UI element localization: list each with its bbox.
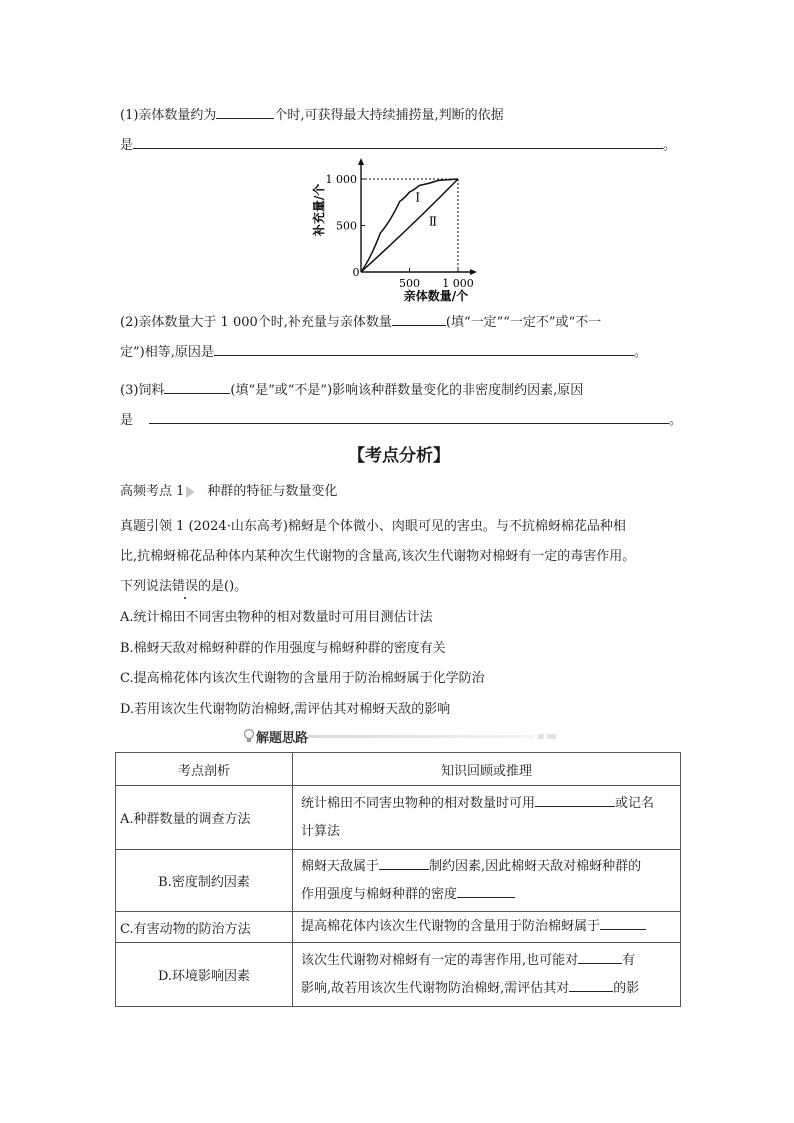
table-row [116,850,681,912]
q2-blank-1[interactable] [392,313,446,326]
series-label-1: Ⅰ [415,190,421,205]
option-c[interactable]: C.提高棉花体内该次生代谢物的含量用于防治棉蚜属于化学防治 [120,671,485,686]
row-d-blank-1[interactable] [578,951,622,964]
row-b-t2: 制约因素,因此棉蚜天敌对棉蚜种群的 [429,858,642,874]
y-tick-label: 1 000 [325,173,357,186]
problem-line-3 [120,575,247,594]
row-d-blank-2[interactable] [569,979,613,992]
table-row [116,912,681,943]
hint-label: 解题思路 [256,731,309,746]
topic-text: 种群的特征与数量变化 [207,484,338,499]
row-d-t1: 该次生代谢物对棉蚜有一定的毒害作用,也可能对 [301,952,579,968]
series-label-2: Ⅱ [428,214,438,229]
row-a-t2: 或记名 [615,795,655,811]
problem-text-a: 下列说法 [120,579,173,594]
row-d-t2: 有 [622,952,636,968]
row-b-content [293,850,681,912]
section-title: 【考点分析】 [348,446,450,466]
row-d-t4: 的影 [613,980,640,996]
q1-text-a: (1)亲体数量约为 [120,108,217,123]
problem-line-1: 真题引领 1 (2024·山东高考)棉蚜是个体微小、肉眼可见的害虫。与不抗棉蚜棉花品种相 [120,519,626,534]
y-tick-label: 500 [336,219,357,233]
q1-text-c: 是 [120,138,134,153]
y-axis-arrow [358,158,364,165]
row-a-point: A.种群数量的调查方法 [116,786,293,850]
q3-text-b: (填“是”或“不是”)影响该种群数量变化的非密度制约因素,原因 [230,383,584,398]
q3-text-c: 是 [120,413,134,428]
q3-blank-1[interactable] [164,381,230,394]
row-b-t3: 作用强度与棉蚜种群的密度 [301,886,458,902]
q3-line1 [120,379,583,398]
header-knowledge: 知识回顾或推理 [293,753,681,786]
q2-blank-2[interactable] [214,343,634,356]
q1-line1 [120,104,504,123]
row-c-point: C.有害动物的防治方法 [116,912,293,943]
triangle-icon [186,486,195,498]
row-b-blank-1[interactable] [379,857,429,870]
lightbulb-icon [242,728,256,744]
row-a-blank-1[interactable] [535,794,615,807]
row-c-content [293,912,681,943]
topic-line [120,480,337,499]
q3-blank-2[interactable] [149,411,669,424]
row-a-t1: 统计棉田不同害虫物种的相对数量时可用 [301,795,536,811]
table-header-row [116,753,681,786]
row-a-content [293,786,681,850]
series-line-1 [361,179,458,272]
q3-text-a: (3)饲料 [120,383,165,398]
row-b-point: B.密度制约因素 [116,850,293,912]
option-d[interactable]: D.若用该次生代谢物防治棉蚜,需评估其对棉蚜天敌的影响 [120,702,451,717]
row-c-t1: 提高棉花体内该次生代谢物的含量用于防治棉蚜属于 [301,919,601,934]
q2-text-c: 定”)相等,原因是 [120,345,214,360]
x-axis-arrow [470,269,477,275]
row-d-content [293,943,681,1007]
option-a[interactable]: A.统计棉田不同害虫物种的相对数量时可用目测估计法 [120,610,433,625]
q1-blank-2[interactable] [133,136,663,149]
series-line-2 [361,179,458,272]
x-tick-label: 0 [352,266,360,279]
table-row [116,786,681,850]
q1-text-b: 个时,可获得最大持续捕捞量,判断的依据 [274,108,504,123]
q1-end: 。 [663,138,677,153]
row-d-t3: 影响,故若用该次生代谢物防治棉蚜,需评估其对 [301,980,570,996]
hint-banner [240,727,558,745]
q2-end: 。 [633,345,647,360]
x-tick-label: 500 [399,277,420,290]
q3-end: 。 [669,413,683,428]
row-a-t3: 计算法 [301,823,341,839]
q2-line1 [120,311,601,330]
table-row [116,943,681,1007]
row-c-blank-1[interactable] [600,917,646,930]
x-axis-title: 亲体数量/个 [403,289,469,303]
q2-line2 [120,341,647,360]
q2-text-a: (2)亲体数量大于 1 000个时,补充量与亲体数量 [120,315,392,330]
option-b[interactable]: B.棉蚜天敌对棉蚜种群的作用强度与棉蚜种群的密度有关 [120,641,446,656]
q3-line2 [120,409,682,428]
y-axis-title: 补充量/个 [312,183,326,237]
row-b-t1: 棉蚜天敌属于 [301,858,380,874]
x-tick-label: 1 000 [442,277,474,290]
problem-text-c: 的是()。 [198,579,248,594]
header-point: 考点剖析 [116,753,293,786]
emphasis-wrong: 错误 [172,579,199,594]
q2-text-b: (填“一定”“一定不”或“不一 [445,315,602,330]
q1-blank-1[interactable] [216,106,274,119]
analysis-table [115,752,681,1007]
row-b-blank-2[interactable] [457,885,515,898]
row-d-point: D.环境影响因素 [116,943,293,1007]
topic-label: 高频考点 1 [120,484,185,499]
problem-line-2: 比,抗棉蚜棉花品种体内某种次生代谢物的含量高,该次生代谢物对棉蚜有一定的毒害作用。 [120,549,636,564]
q1-line2 [120,134,676,153]
